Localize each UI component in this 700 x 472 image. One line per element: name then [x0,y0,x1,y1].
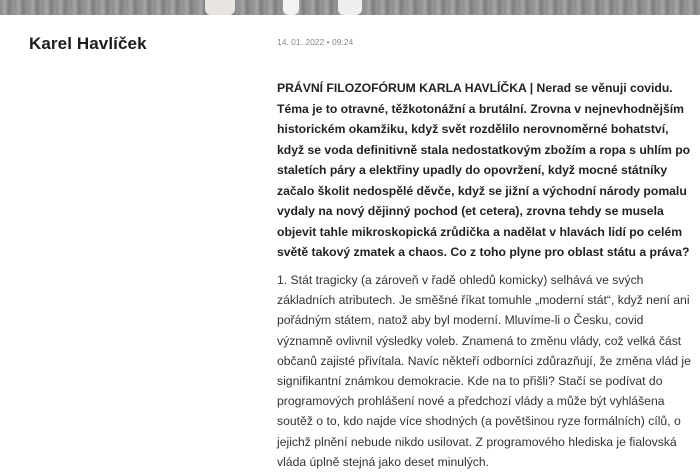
article-paragraph: 1. Stát tragicky (a zároveň v řadě ohledů komicky) selhává ve svých základních atributech. Je směšné říkat tomuhle „moderní stát“, když není ani pořádným státem, natož aby byl moderní. Mluvíme-li o Česku, covid významně ovlivnil výsledky voleb. Znamená to změnu vlády, což velká část občanů zajisté přivítala. Navíc někteří odborníci zdůrazňují, že změna vlád je signifikantní známkou demokracie. Kde na to přišli? Stačí se podívat do programových prohlášení nové a předchozí vlády a může být vyhlášena soutěž o to, kdo najde více shodných (a povětšinou ryze formálních) cílů, o jejichž plnění nebude nikdo usilovat. Z programového hlediska je fialovská vláda úplně stejná jako deset minulých. [277,273,691,469]
hero-image-detail [283,0,299,15]
hero-image [0,0,700,15]
hero-image-detail [338,0,362,15]
article-lead: PRÁVNÍ FILOZOFÓRUM KARLA HAVLÍČKA | Nerad se věnuji covidu. Téma je to otravné, těžkotonážní a brutální. Zrovna v nejnevhodnějším historickém okamžiku, když svět rozdělilo nerovnoměrné bohatství, když se voda definitivně stala nedostatkovým zbožím a ropa s uhlím po staletích páry a elektřiny upadly do opovržení, když mocné státníky začalo školit nedospělé děvče, když se jižní a východní národy pomalu vydaly na nový dějinný pochod (et cetera), zrovna tehdy se musela objevit tahle mikroskopická zrůdička a nadělat v hlavách lidí po celém světě takový zmatek a chaos. Co z toho plyne pro oblast státu a práva? [277,81,691,259]
hero-image-detail [205,0,235,15]
publish-date: 14. 01. 2022 • 09:24 [277,37,354,47]
author-name[interactable]: Karel Havlíček [29,34,147,53]
